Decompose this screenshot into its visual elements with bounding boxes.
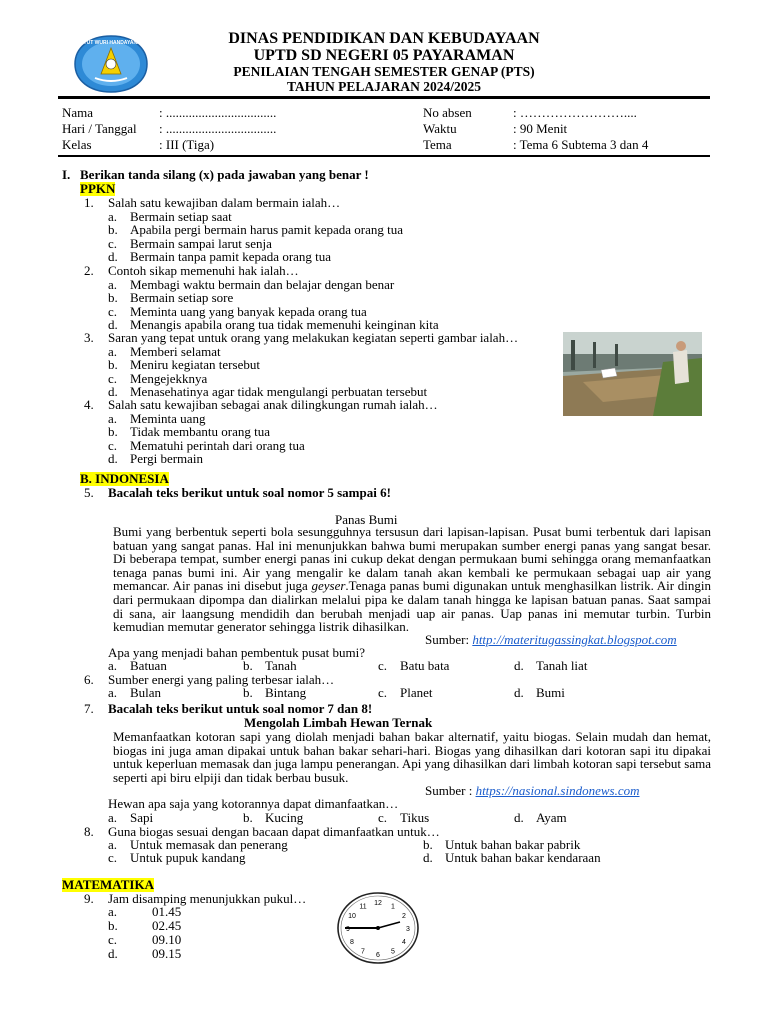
option-letter: c.: [108, 437, 118, 453]
q9-question: Jam disamping menunjukkan pukul…: [108, 891, 307, 906]
option-letter: a.: [108, 685, 118, 700]
option-text: Batu bata: [400, 658, 450, 673]
question-text: Salah satu kewajiban sebagai anak dilingkungan rumah ialah…: [108, 397, 438, 412]
option-letter: c.: [378, 810, 388, 825]
question-number: 4.: [84, 397, 94, 412]
option-text: Bermain tanpa pamit kepada orang tua: [130, 249, 332, 265]
option-letter: d.: [514, 658, 524, 673]
option-text: Untuk bahan bakar kendaraan: [445, 850, 601, 865]
option-text: Bermain sampai larut senja: [130, 235, 272, 251]
option-text: Menasehatinya agar tidak mengulangi perbuatan tersebut: [130, 384, 428, 400]
option-text: Planet: [400, 685, 433, 700]
option-letter: d.: [514, 810, 524, 825]
clock-number: 3: [406, 926, 410, 933]
option-text: Untuk pupuk kandang: [130, 850, 246, 865]
option-letter: d.: [108, 249, 118, 265]
option-letter: a.: [108, 343, 118, 359]
option-text: Kucing: [265, 810, 304, 825]
absen-label: No absen: [423, 105, 472, 120]
option-text: Memberi selamat: [130, 343, 221, 359]
hari-value: : ..................................: [159, 121, 277, 136]
tema-value: : Tema 6 Subtema 3 dan 4: [513, 137, 649, 152]
reading1-italic: geyser: [311, 578, 346, 594]
option-letter: a.: [108, 208, 118, 224]
option-letter: d.: [423, 850, 433, 865]
clock-number: 2: [402, 913, 406, 920]
nama-label: Nama: [62, 105, 94, 120]
absen-value: : ……………………....: [513, 105, 637, 120]
waktu-value: : 90 Menit: [513, 121, 568, 136]
info-divider: [58, 155, 710, 157]
waktu-label: Waktu: [423, 121, 457, 136]
option-letter: b.: [108, 290, 118, 306]
option-text: Ayam: [536, 810, 567, 825]
option-letter: b.: [243, 685, 253, 700]
clock-number: 10: [348, 913, 356, 920]
header-line-4: TAHUN PELAJARAN 2024/2025: [286, 79, 481, 94]
option-letter: d.: [108, 451, 118, 467]
reading1-source-link[interactable]: http://materitugassingkat.blogspot.com: [472, 632, 677, 647]
header-divider: [58, 96, 710, 99]
tema-label: Tema: [423, 137, 452, 152]
option-letter: a.: [108, 810, 118, 825]
clock-number: 4: [402, 939, 406, 946]
option-letter: c.: [108, 850, 118, 865]
option-letter: b.: [108, 222, 118, 238]
clock-image: [335, 890, 421, 966]
option-letter: c.: [378, 658, 388, 673]
option-text: 09.10: [152, 932, 182, 947]
option-letter: b.: [108, 918, 118, 933]
bindo-title: B. INDONESIA: [80, 471, 169, 486]
option-text: Menangis apabila orang tua tidak memenuhi keinginan kita: [130, 317, 439, 333]
reading2-source: [425, 784, 640, 798]
question-number: 1.: [84, 195, 94, 210]
ppkn-title: PPKN: [80, 181, 116, 196]
kelas-label: Kelas: [62, 137, 92, 152]
q5-instruction: Bacalah teks berikut untuk soal nomor 5 sampai 6!: [108, 485, 391, 500]
header-line-1: DINAS PENDIDIKAN DAN KEBUDAYAAN: [228, 30, 540, 47]
hari-label: Hari / Tanggal: [62, 121, 137, 136]
reading2-paragraph: Memanfaatkan kotoran sapi yang diolah menjadi bahan bakar alternatif, yaitu biogas. Selain mudah dan hemat, biogas ini juga aman dipakai untuk bahan bakar sehari-hari. Biogas yang dihasilkan dari kotoran sapi itu dipakai untuk keperluan memasak dan juga lampu penerangan. Api yang dihasilkan dari limbah kotoran sapi tersebut sama seperti api biru elpiji dan tidak berbau busuk.: [113, 729, 711, 785]
clock-number: 8: [350, 939, 354, 946]
option-text: Meminta uang: [130, 410, 206, 426]
clock-number: 6: [376, 952, 380, 959]
reading2-source-label: Sumber :: [425, 783, 476, 798]
nama-value: : ..................................: [159, 105, 277, 120]
option-text: Untuk memasak dan penerang: [130, 837, 288, 852]
reading1-paragraph: [113, 525, 711, 634]
option-letter: d.: [108, 946, 118, 961]
header-line-2: UPTD SD NEGERI 05 PAYARAMAN: [253, 47, 515, 64]
option-letter: c.: [108, 370, 118, 386]
option-text: Apabila pergi bermain harus pamit kepada orang tua: [130, 222, 404, 238]
q5-question: Apa yang menjadi bahan pembentuk pusat bumi?: [108, 645, 366, 660]
option-letter: c.: [108, 235, 118, 251]
question-text: Saran yang tepat untuk orang yang melakukan kegiatan seperti gambar ialah…: [108, 330, 519, 345]
option-text: Bintang: [265, 685, 307, 700]
option-text: 02.45: [152, 918, 182, 933]
option-text: Batuan: [130, 658, 167, 673]
logo-text: TUT WURI HANDAYANI: [83, 40, 139, 46]
q7-instruction: Bacalah teks berikut untuk soal nomor 7 dan 8!: [108, 701, 373, 716]
clock-number: 11: [359, 903, 367, 911]
option-text: Sapi: [130, 810, 154, 825]
clock-number: 5: [391, 948, 395, 956]
q6-question: Sumber energi yang paling terbesar ialah…: [108, 672, 335, 687]
question-text: Salah satu kewajiban dalam bermain ialah…: [108, 195, 341, 210]
option-text: 01.45: [152, 904, 182, 919]
option-text: Mematuhi perintah dari orang tua: [130, 437, 305, 453]
option-text: Bermain setiap saat: [130, 208, 232, 224]
option-letter: b.: [108, 357, 118, 373]
option-text: Bumi: [536, 685, 565, 700]
q7-question: Hewan apa saja yang kotorannya dapat dimanfaatkan…: [108, 796, 399, 811]
q8-question: Guna biogas sesuai dengan bacaan dapat dimanfaatkan untuk…: [108, 824, 440, 839]
q8-number: 8.: [84, 824, 94, 839]
clock-number: 7: [361, 948, 365, 956]
option-letter: a.: [108, 658, 118, 673]
option-text: Membagi waktu bermain dan belajar dengan benar: [130, 276, 395, 292]
option-letter: c.: [378, 685, 388, 700]
q5-number: 5.: [84, 485, 94, 500]
reading1-text-b: .Tenaga panas bumi digunakan untuk menghasilkan listrik. Air dingin dari permukaan dipompa dan dialirkan melalui pipa ke dalam tanah hingga ke lapisan batuan panas. Saat sampai di sana, air laangsung mendidih dan berubah menjadi uap air panas. Uap panas ini memutar turbin. Turbin kemudian memutar generator sehingga listrik dihasilkan.: [113, 578, 711, 635]
option-text: Tanah: [265, 658, 297, 673]
question-number: 3.: [84, 330, 94, 345]
option-letter: b.: [243, 810, 253, 825]
question-3-photo: [563, 332, 702, 416]
reading1-title: Panas Bumi: [335, 512, 398, 527]
option-text: Mengejekknya: [130, 370, 208, 386]
reading2-source-link[interactable]: https://nasional.sindonews.com: [475, 783, 640, 798]
option-letter: c.: [108, 303, 118, 319]
reading1-source-label: Sumber:: [425, 632, 473, 647]
option-letter: a.: [108, 837, 118, 852]
reading1-text-a: Bumi yang berbentuk seperti bola sesungguhnya tersusun dari lapisan-lapisan. Pusat bumi terbentuk dari lapisan batuan yang sangat panas. Hal ini menunjukkan bahwa bumi merupakan sumber energi panas yang sangat besar. Di beberapa tempat, sumber energi panas ini cukup dekat dengan permukaan bumi sehingga orang memanfaatkan tenaga panas bumi ini. Air yang mengalir ke dalam tanah akan kembali ke permukaan sebagai uap air yang memancar. Air panas ini disebut juga: [113, 524, 711, 594]
option-letter: c.: [108, 932, 118, 947]
section-number: I.: [62, 167, 71, 182]
kelas-value: : III (Tiga): [159, 137, 215, 152]
question-text: Contoh sikap memenuhi hak ialah…: [108, 263, 299, 278]
option-text: Bermain setiap sore: [130, 290, 234, 306]
question-number: 2.: [84, 263, 94, 278]
matematika-title: MATEMATIKA: [62, 877, 154, 892]
header-line-3: PENILAIAN TENGAH SEMESTER GENAP (PTS): [233, 64, 535, 79]
option-letter: b.: [108, 424, 118, 440]
clock-number: 12: [374, 900, 382, 907]
option-text: Pergi bermain: [130, 451, 204, 467]
option-letter: b.: [243, 658, 253, 673]
option-text: Meminta uang yang banyak kepada orang tua: [130, 303, 367, 319]
option-text: Untuk bahan bakar pabrik: [445, 837, 581, 852]
option-text: Tanah liat: [536, 658, 588, 673]
option-text: Bulan: [130, 685, 162, 700]
option-letter: d.: [514, 685, 524, 700]
option-text: Tidak membantu orang tua: [130, 424, 270, 440]
option-letter: b.: [423, 837, 433, 852]
option-text: Tikus: [400, 810, 430, 825]
option-letter: a.: [108, 276, 118, 292]
option-text: 09.15: [152, 946, 182, 961]
reading2-title: Mengolah Limbah Hewan Ternak: [244, 715, 433, 730]
clock-number: 9: [346, 926, 350, 933]
option-letter: d.: [108, 317, 118, 333]
q6-number: 6.: [84, 672, 94, 687]
section-instruction: Berikan tanda silang (x) pada jawaban yang benar !: [80, 167, 369, 182]
q7-number: 7.: [84, 701, 94, 716]
q9-number: 9.: [84, 891, 94, 906]
option-letter: d.: [108, 384, 118, 400]
option-text: Meniru kegiatan tersebut: [130, 357, 260, 373]
option-letter: a.: [108, 410, 118, 426]
clock-number: 1: [391, 903, 395, 911]
reading1-source: [425, 633, 677, 647]
option-letter: a.: [108, 904, 118, 919]
